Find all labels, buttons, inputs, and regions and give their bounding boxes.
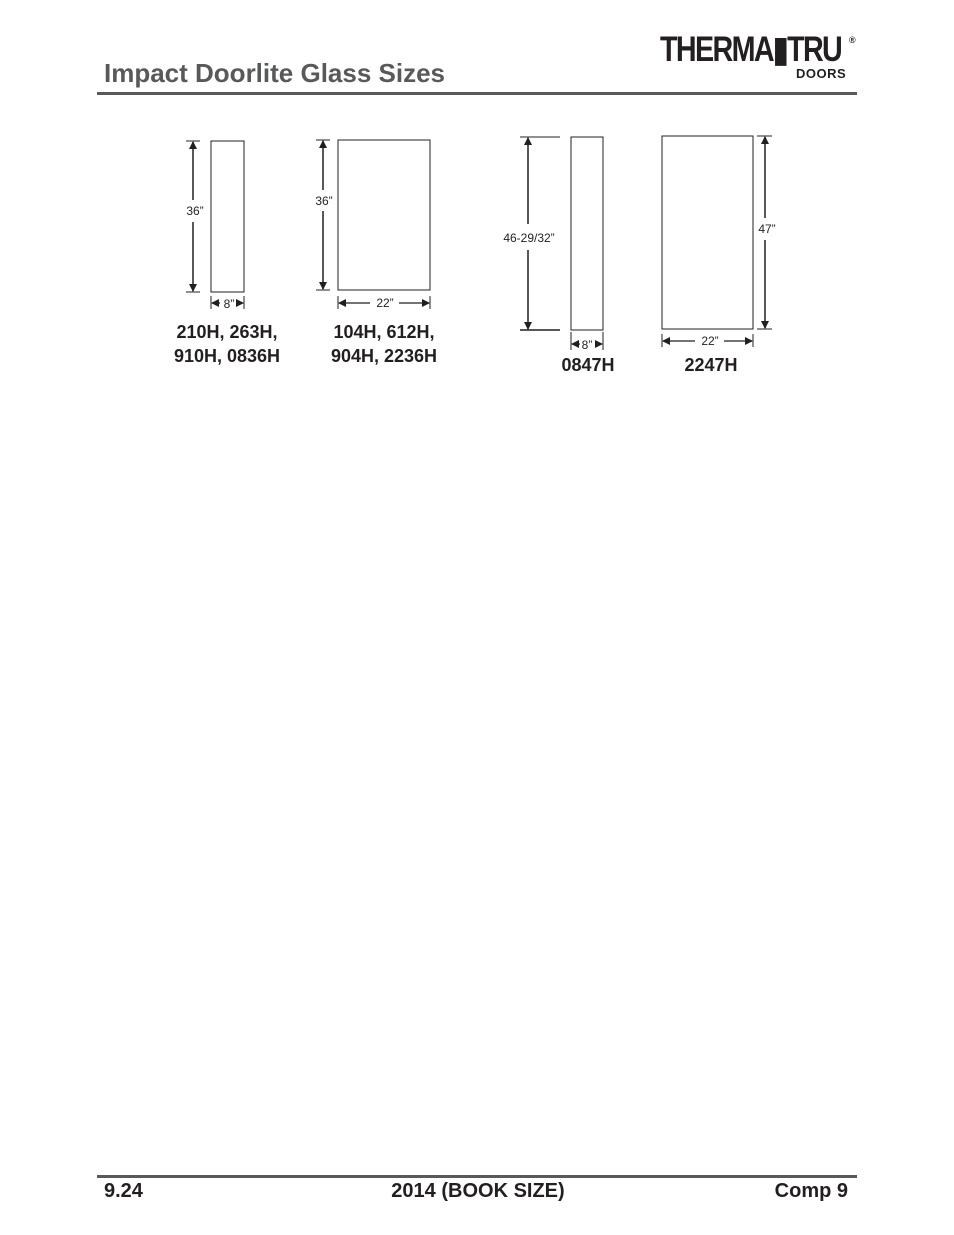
- codes-narrow-36: [157, 320, 297, 368]
- codes-line-1: 2247H: [684, 355, 738, 375]
- glass-outline: [338, 140, 430, 290]
- codes-wide-36: [314, 320, 454, 368]
- footer-edition: 2014 (BOOK SIZE): [391, 1180, 565, 1202]
- codes-line-1: 0847H: [561, 355, 615, 375]
- diagram-wide-36: [315, 140, 430, 310]
- height-label: 36”: [315, 194, 333, 208]
- page-title: Impact Doorlite Glass Sizes: [104, 58, 446, 88]
- diagram-wide-47: [662, 136, 776, 348]
- width-label: 8”: [223, 297, 235, 311]
- codes-line-2: 904H, 2236H: [330, 346, 438, 366]
- diagram-narrow-36: [186, 141, 244, 311]
- diagram-narrow-47: [503, 137, 603, 352]
- footer-page-number: 9.24: [104, 1180, 143, 1202]
- codes-narrow-47: [538, 353, 638, 377]
- codes-line-1: 104H, 612H,: [333, 322, 435, 342]
- glass-outline: [571, 137, 603, 330]
- codes-line-1: 210H, 263H,: [176, 322, 278, 342]
- height-label: 36”: [186, 204, 204, 218]
- logo-subtitle: DOORS: [796, 66, 847, 81]
- logo-registered-mark: ®: [849, 35, 856, 45]
- footer-rule: [97, 1175, 857, 1178]
- width-label: 22”: [701, 334, 719, 348]
- height-label: 46-29/32”: [503, 231, 555, 245]
- height-label: 47”: [758, 222, 776, 236]
- width-label: 8”: [581, 338, 593, 352]
- logo-wordmark: THERMA▮TRU: [660, 30, 842, 69]
- codes-wide-47: [661, 353, 761, 377]
- glass-outline: [211, 141, 244, 292]
- glass-outline: [662, 136, 753, 329]
- footer-section: Comp 9: [774, 1180, 848, 1202]
- glass-size-diagrams: [0, 0, 954, 420]
- width-label: 22”: [376, 296, 394, 310]
- codes-line-2: 910H, 0836H: [173, 346, 281, 366]
